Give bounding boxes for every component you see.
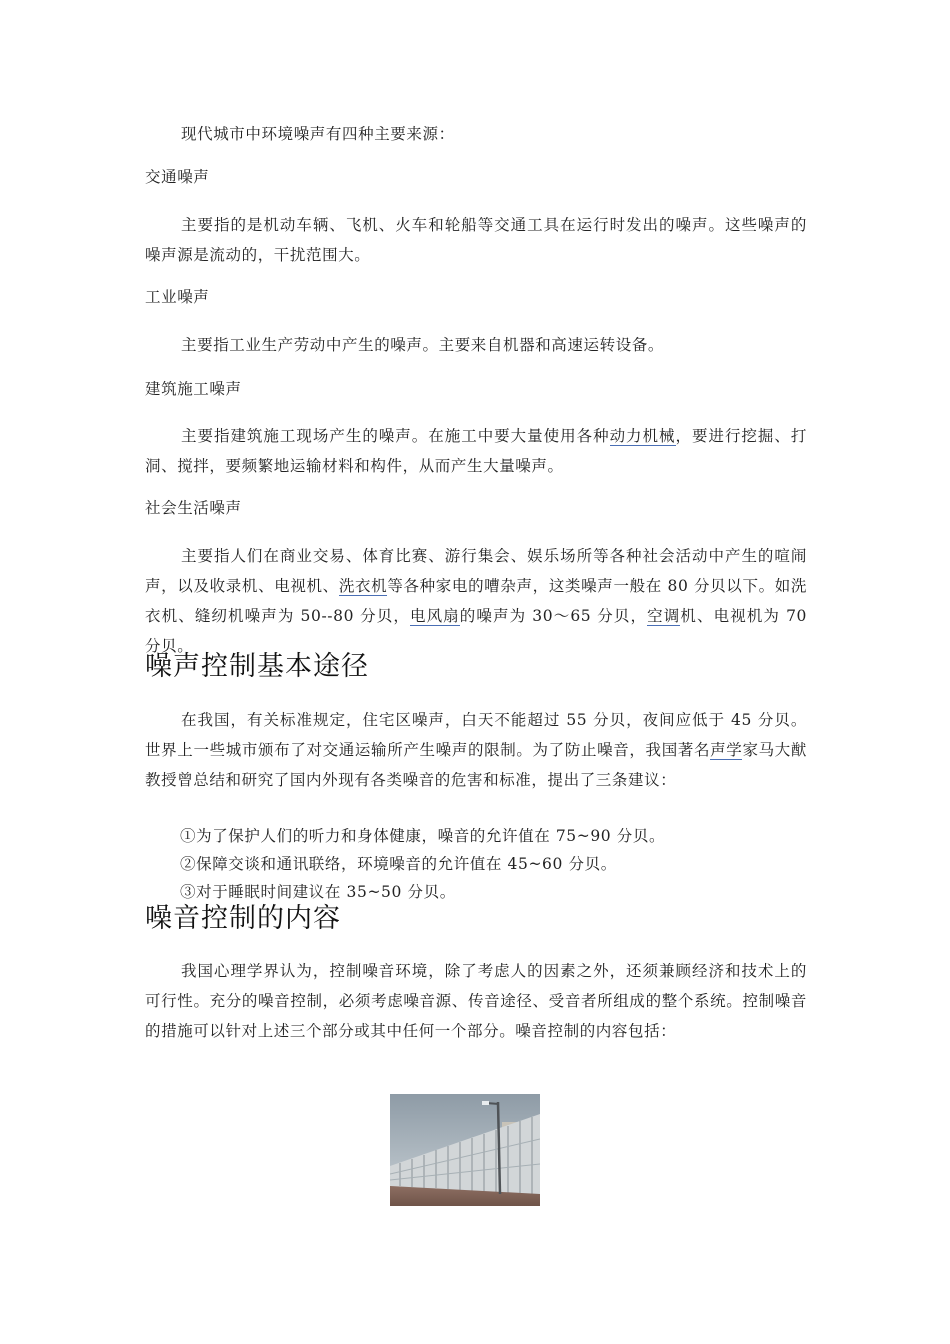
link-electric-fan[interactable]: 电风扇	[409, 607, 460, 625]
route-paragraph	[145, 705, 807, 795]
link-washing-machine[interactable]: 洗衣机	[338, 577, 388, 595]
social-text-3: 的噪声为 30～65 分贝，	[459, 607, 648, 625]
content-paragraph: 我国心理学界认为，控制噪音环境，除了考虑人的因素之外，还须兼顾经济和技术上的可行性。充分的噪音控制，必须考虑噪音源、传音途径、受音者所组成的整个系统。控制噪音的措施可以针对上述三个部分或其中任何一个部分。噪音控制的内容包括：	[145, 962, 807, 1040]
heading-social-noise: 社会生活噪声	[145, 499, 242, 517]
traffic-noise-paragraph: 主要指的是机动车辆、飞机、火车和轮船等交通工具在运行时发出的噪声。这些噪声的噪声源是流动的，干扰范围大。	[145, 216, 807, 264]
heading-construction-noise: 建筑施工噪声	[145, 380, 242, 398]
recommendation-item-1: ①为了保护人们的听力和身体健康，噪音的允许值在 75~90 分贝。	[180, 827, 666, 845]
construction-noise-paragraph	[145, 421, 807, 481]
link-acoustics[interactable]: 声学	[710, 741, 743, 759]
route-text-2: 家马大猷教授曾总结和研究了国内外现有各类噪音的危害和标准，提出了三条建议：	[145, 741, 807, 789]
recommendation-item-2: ②保障交谈和通讯联络，环境噪音的允许值在 45~60 分贝。	[180, 855, 617, 873]
noise-barrier-photo	[390, 1094, 540, 1206]
construction-text-b: ，要进行挖掘、打洞、搅拌，要频繁地运输材料和构件，从而产生大量噪声。	[145, 427, 807, 475]
social-text-4: 机、电视机为 70 分贝。	[145, 607, 808, 655]
heading-traffic-noise: 交通噪声	[145, 168, 210, 186]
social-text-2: 等各种家电的嘈杂声，这类噪声一般在 80 分贝以下。如洗衣机、缝纫机噪声为 50--80 分贝，	[145, 577, 807, 625]
industrial-noise-paragraph: 主要指工业生产劳动中产生的噪声。主要来自机器和高速运转设备。	[181, 336, 665, 354]
link-air-conditioner[interactable]: 空调	[647, 607, 681, 625]
heading-noise-control-routes: 噪声控制基本途径	[145, 651, 369, 682]
social-noise-paragraph	[145, 541, 807, 661]
link-power-machinery[interactable]: 动力机械	[609, 427, 676, 445]
recommendation-item-3: ③对于睡眠时间建议在 35~50 分贝。	[180, 883, 456, 901]
construction-text-a: 主要指建筑施工现场产生的噪声。在施工中要大量使用各种	[181, 427, 610, 445]
social-text-1: 主要指人们在商业交易、体育比赛、游行集会、娱乐场所等各种社会活动中产生的喧闹声，以及收录机、电视机、	[145, 547, 807, 595]
heading-noise-control-content: 噪音控制的内容	[145, 903, 341, 934]
route-text-1: 在我国，有关标准规定，住宅区噪声，白天不能超过 55 分贝，夜间应低于 45 分贝。世界上一些城市颁布了对交通运输所产生噪声的限制。为了防止噪音，我国著名	[145, 711, 807, 759]
intro-paragraph: 现代城市中环境噪声有四种主要来源：	[181, 125, 455, 143]
heading-industrial-noise: 工业噪声	[145, 288, 210, 306]
